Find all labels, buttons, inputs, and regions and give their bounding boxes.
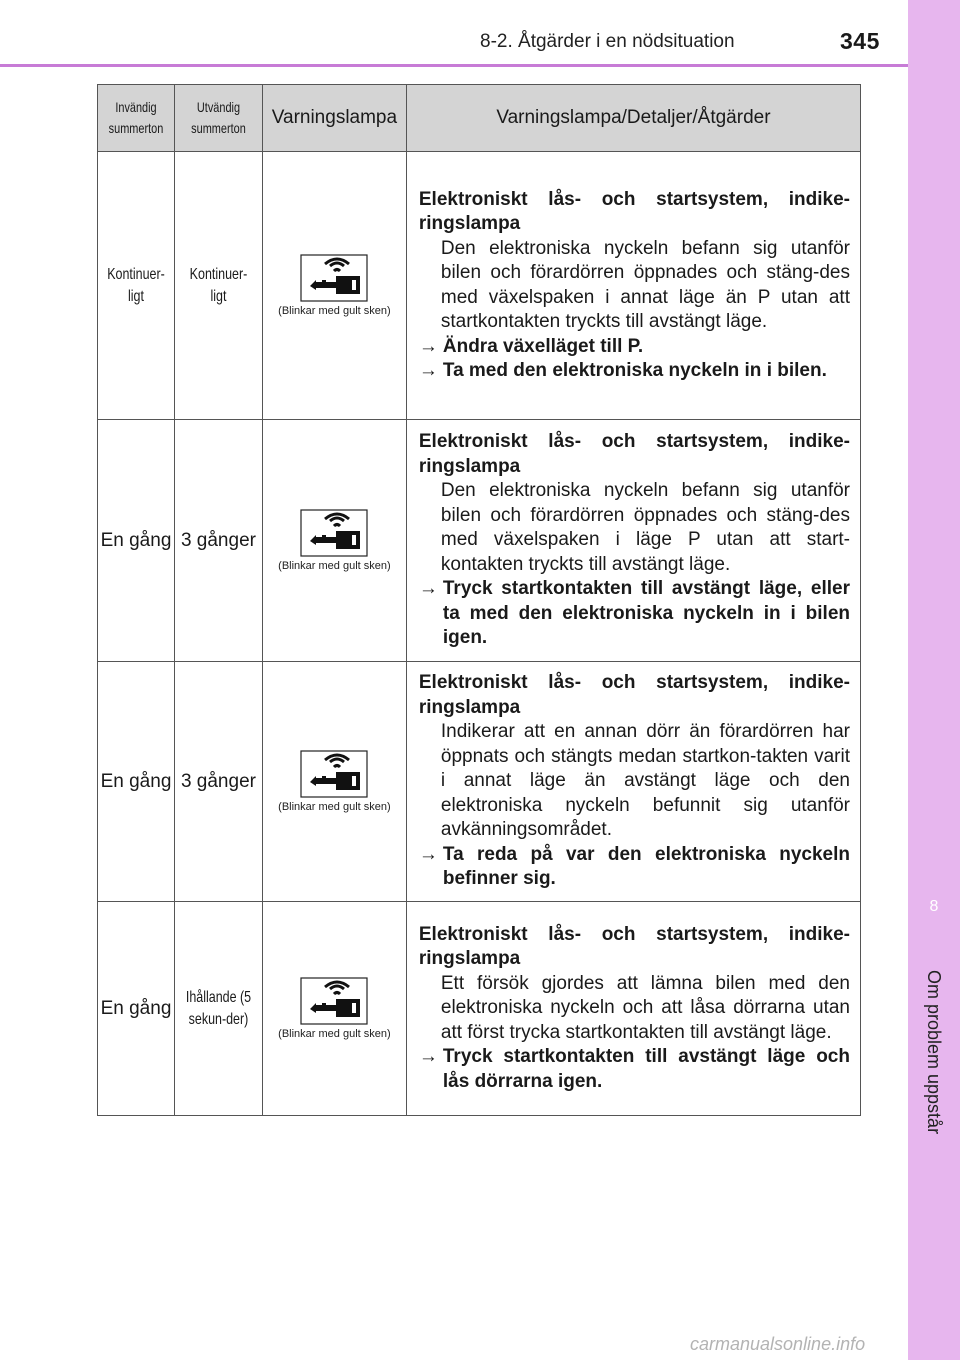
inside-buzzer-cell xyxy=(98,152,175,420)
action-list xyxy=(419,577,850,651)
details-cell xyxy=(406,420,860,662)
chapter-title: Om problem uppstår xyxy=(924,970,944,1135)
inside-buzzer-value: En gång xyxy=(100,997,172,1019)
action-text: Ta reda på var den elektroniska nyckeln befinner sig. xyxy=(442,843,850,890)
header-warning-lamp: Varningslampa xyxy=(262,85,406,152)
inside-buzzer-cell xyxy=(98,662,175,902)
action-text: Ändra växelläget till P. xyxy=(442,335,644,357)
outside-buzzer-value: Kontinuer-ligt xyxy=(189,265,248,305)
action-item xyxy=(419,843,850,892)
lamp-caption: (Blinkar med gult sken) xyxy=(278,559,391,572)
action-list xyxy=(419,335,850,384)
action-list xyxy=(419,1045,850,1094)
arrow-right-icon: → xyxy=(418,843,438,865)
arrow-right-icon: → xyxy=(418,360,438,381)
chapter-number: 8 xyxy=(929,898,939,915)
details-cell xyxy=(406,152,860,420)
header-inside-buzzer: Invändig summerton xyxy=(98,85,175,152)
warning-lamp-cell xyxy=(262,662,406,902)
action-item xyxy=(419,359,850,384)
inside-buzzer-cell xyxy=(98,902,175,1116)
detail-body: Indikerar att en annan dörr än förardörren har öppnats och stängts medan startkon-takten varit i annat läge än avstängt läge och den elektroniska nyckeln befunnit sig utanför avkänningsområdet. xyxy=(440,721,850,841)
table-row xyxy=(98,152,861,420)
smart-key-warning-icon xyxy=(300,977,368,1025)
smart-key-warning-icon xyxy=(300,750,368,798)
warning-lamp-cell xyxy=(262,152,406,420)
outside-buzzer-value: 3 gånger xyxy=(180,529,256,551)
outside-buzzer-cell xyxy=(174,662,262,902)
smart-key-warning-icon xyxy=(300,254,368,302)
lamp-caption: (Blinkar med gult sken) xyxy=(278,304,391,317)
warning-lamp-cell xyxy=(262,420,406,662)
action-text: Ta med den elektroniska nyckeln in i bilen. xyxy=(442,360,827,381)
details-cell xyxy=(406,662,860,902)
chapter-side-tab xyxy=(908,0,960,1360)
header-divider xyxy=(0,64,908,67)
action-item xyxy=(419,1045,850,1094)
detail-title: Elektroniskt lås- och startsystem, indike-ringslampa xyxy=(418,672,850,718)
detail-body: Den elektroniska nyckeln befann sig utanför bilen och förardörren öppnades och stäng-des med växelspaken i annat läge än P utan att startkontakten tryckts till avstängt läge. xyxy=(440,237,850,332)
lamp-caption: (Blinkar med gult sken) xyxy=(278,1027,391,1040)
inside-buzzer-value: En gång xyxy=(100,770,172,792)
header-outside-buzzer: Utvändig summerton xyxy=(174,85,262,152)
arrow-right-icon: → xyxy=(418,1046,438,1068)
section-title: 8-2. Åtgärder i en nödsituation xyxy=(480,31,735,52)
table-row xyxy=(98,420,861,662)
warning-table xyxy=(97,84,861,1116)
outside-buzzer-cell xyxy=(174,152,262,420)
action-text: Tryck startkontakten till avstängt läge och lås dörrarna igen. xyxy=(442,1046,850,1092)
action-item xyxy=(419,335,850,360)
arrow-right-icon: → xyxy=(418,335,438,357)
smart-key-warning-icon xyxy=(300,509,368,557)
inside-buzzer-value: Kontinuer-ligt xyxy=(107,265,165,305)
action-text: Tryck startkontakten till avstängt läge, eller ta med den elektroniska nyckeln in i bilen igen. xyxy=(442,578,850,649)
action-item xyxy=(419,577,850,651)
header-details: Varningslampa/Detaljer/Åtgärder xyxy=(406,85,860,152)
outside-buzzer-cell xyxy=(174,902,262,1116)
arrow-right-icon: → xyxy=(418,578,438,600)
watermark: carmanualsonline.info xyxy=(690,1334,866,1354)
outside-buzzer-value: Ihållande (5 sekun-der) xyxy=(185,988,252,1028)
detail-title: Elektroniskt lås- och startsystem, indike-ringslampa xyxy=(418,431,850,477)
warning-lamp-cell xyxy=(262,902,406,1116)
detail-body: Ett försök gjordes att lämna bilen med den elektroniska nyckeln och att låsa dörrarna utan att först trycka startkontakten till avstängt läge. xyxy=(440,972,850,1043)
table-row xyxy=(98,902,861,1116)
inside-buzzer-cell xyxy=(98,420,175,662)
outside-buzzer-value: 3 gånger xyxy=(180,770,256,792)
detail-title: Elektroniskt lås- och startsystem, indike-ringslampa xyxy=(418,923,850,970)
action-list xyxy=(419,843,850,892)
table-row xyxy=(98,662,861,902)
outside-buzzer-cell xyxy=(174,420,262,662)
details-cell xyxy=(406,902,860,1116)
detail-title: Elektroniskt lås- och startsystem, indike-ringslampa xyxy=(418,188,850,234)
page-number: 345 xyxy=(840,28,880,54)
table-header-row xyxy=(98,85,861,152)
inside-buzzer-value: En gång xyxy=(100,529,172,551)
lamp-caption: (Blinkar med gult sken) xyxy=(278,800,391,813)
detail-body: Den elektroniska nyckeln befann sig utanför bilen och förardörren öppnades och stäng-des med växelspaken i läge P utan att start-kontakten tryckts till avstängt läge. xyxy=(440,480,850,575)
